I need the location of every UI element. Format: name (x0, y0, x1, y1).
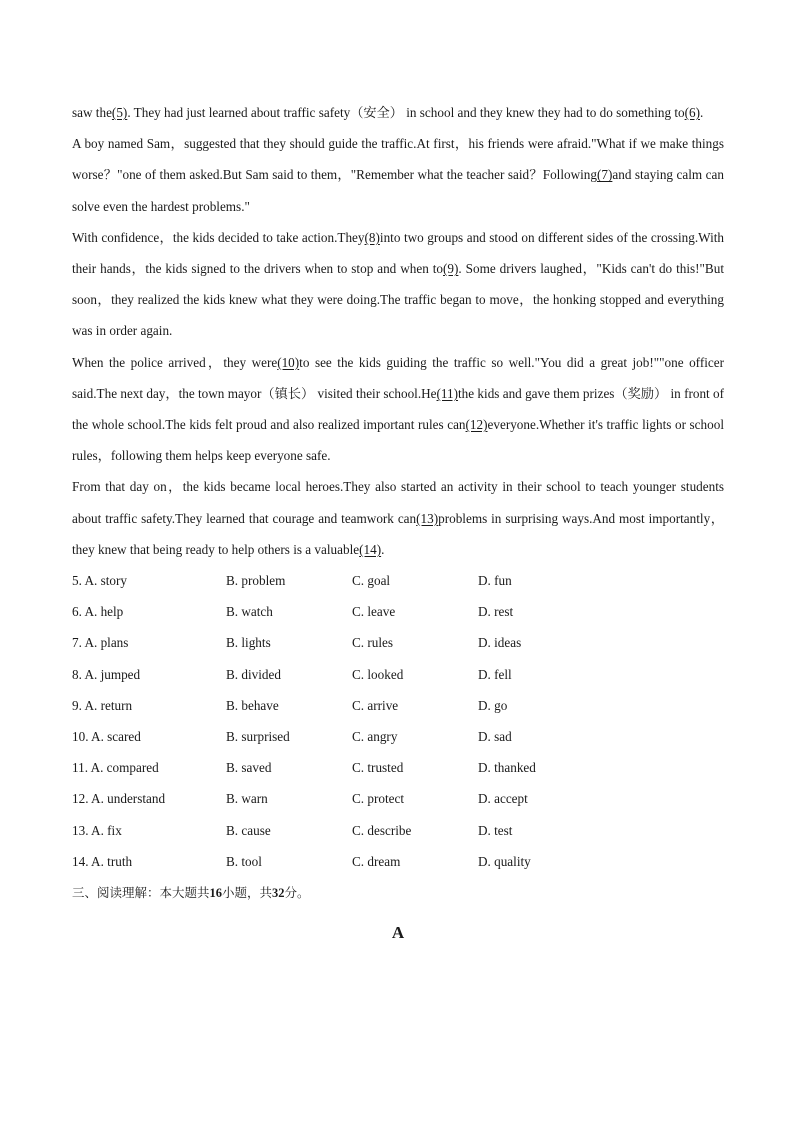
option-row (72, 627, 724, 658)
option-a: 13. A. fix (72, 822, 122, 838)
option-row (72, 596, 724, 627)
passage-paragraph-1 (72, 97, 724, 128)
passage-paragraph-2 (72, 128, 724, 222)
passage-text: With confidence，the kids decided to take action.They (72, 229, 365, 245)
option-row (72, 815, 724, 846)
passage-text: When the police arrived，they were (72, 354, 278, 370)
passage-text: to see the kids guiding the traffic so well."You did a great job!""one officer said.The next day，the town mayor（镇长） visited their school.He (72, 354, 724, 401)
option-b: B. divided (226, 666, 281, 682)
option-c: C. trusted (352, 760, 404, 776)
option-b: B. saved (226, 760, 272, 776)
option-d: D. rest (478, 604, 514, 620)
option-d: D. fun (478, 573, 512, 589)
option-a: 12. A. understand (72, 791, 166, 807)
blank-13: (13) (416, 510, 439, 526)
option-row (72, 752, 724, 783)
section-heading (72, 877, 724, 909)
option-a: 11. A. compared (72, 760, 159, 776)
document-page (72, 97, 724, 943)
option-row (72, 721, 724, 752)
option-a: 5. A. story (72, 573, 127, 589)
passage-text: saw the (72, 105, 112, 120)
option-a: 8. A. jumped (72, 666, 141, 682)
option-d: D. accept (478, 791, 528, 807)
option-a: 7. A. plans (72, 635, 129, 651)
passage-text: and staying calm can solve even the hardest problems." (72, 167, 724, 214)
option-d: D. ideas (478, 635, 522, 651)
option-b: B. behave (226, 697, 279, 713)
option-row (72, 659, 724, 690)
blank-7: (7) (596, 167, 613, 183)
blank-6: (6) (684, 105, 700, 120)
blank-10: (10) (277, 354, 300, 370)
blank-9: (9) (443, 261, 459, 277)
passage-text: into two groups and stood on different sides of the crossing.With their hands，the kids signed to the drivers when to stop and when to (72, 229, 724, 277)
passage-text: everyone.Whether it's traffic lights or school rules，following them helps keep everyone safe. (72, 417, 724, 464)
section-middle: 小题，共 (222, 884, 273, 900)
option-row (72, 846, 724, 877)
option-b: B. tool (226, 853, 262, 869)
section-suffix: 分。 (284, 884, 310, 900)
option-d: D. sad (478, 728, 512, 744)
blank-12: (12) (465, 417, 488, 433)
passage-text: . They had just learned about traffic safety（安全） in school and they knew they had to do something to (127, 105, 685, 120)
option-c: C. dream (352, 853, 401, 869)
option-c: C. goal (352, 573, 391, 589)
option-c: C. protect (352, 791, 405, 807)
option-a: 10. A. scared (72, 728, 141, 744)
option-b: B. cause (226, 822, 271, 838)
option-d: D. go (478, 697, 508, 713)
option-c: C. arrive (352, 697, 399, 713)
answer-options (72, 565, 724, 877)
option-d: D. quality (478, 853, 531, 869)
passage-paragraph-4 (72, 347, 724, 472)
blank-5: (5) (111, 105, 128, 120)
blank-14: (14) (359, 541, 382, 557)
option-b: B. warn (226, 791, 268, 807)
option-c: C. looked (352, 666, 404, 682)
option-b: B. lights (226, 635, 271, 651)
passage-paragraph-5 (72, 471, 724, 565)
option-c: C. angry (352, 728, 398, 744)
passage-text: problems in surprising ways.And most importantly，they knew that being ready to help others is a valuable (72, 510, 724, 557)
option-c: C. rules (352, 635, 394, 651)
option-row (72, 690, 724, 721)
option-d: D. fell (478, 666, 512, 682)
option-a: 14. A. truth (72, 853, 133, 869)
blank-8: (8) (364, 229, 380, 245)
option-a: 6. A. help (72, 604, 124, 620)
option-d: D. test (478, 822, 513, 838)
option-row (72, 565, 724, 596)
total-score: 32 (272, 885, 285, 900)
blank-11: (11) (436, 385, 459, 401)
option-c: C. leave (352, 604, 396, 620)
option-c: C. describe (352, 822, 412, 838)
option-row (72, 783, 724, 814)
option-b: B. surprised (226, 728, 290, 744)
question-count: 16 (209, 885, 223, 900)
option-d: D. thanked (478, 760, 536, 776)
option-b: B. problem (226, 573, 286, 589)
passage-paragraph-3 (72, 222, 724, 347)
passage-subtitle: A (391, 922, 405, 942)
section-prefix: 三、阅读理解：本大题共 (72, 884, 210, 900)
option-b: B. watch (226, 604, 273, 620)
passage-text: . (381, 541, 385, 557)
option-a: 9. A. return (72, 697, 133, 713)
passage-text: . (700, 105, 704, 120)
passage-text: From that day on，the kids became local heroes.They also started an activity in their school to teach younger students about traffic safety.They learned that courage and teamwork can (72, 479, 724, 526)
cloze-passage (72, 97, 724, 565)
passage-text: . Some drivers laughed，"Kids can't do this!"But soon，they realized the kids knew what they were doing.The traffic began to move，the honking stopped and everything was in order again. (72, 261, 724, 339)
passage-text: A boy named Sam，suggested that they should guide the traffic.At first，his friends were afraid."What if we make things worse？"one of them asked.But Sam said to them，"Remember what the teacher said？Following (72, 136, 724, 183)
passage-text: the kids and gave them prizes（奖励） in front of the whole school.The kids felt proud and also realized important rules can (72, 385, 725, 433)
